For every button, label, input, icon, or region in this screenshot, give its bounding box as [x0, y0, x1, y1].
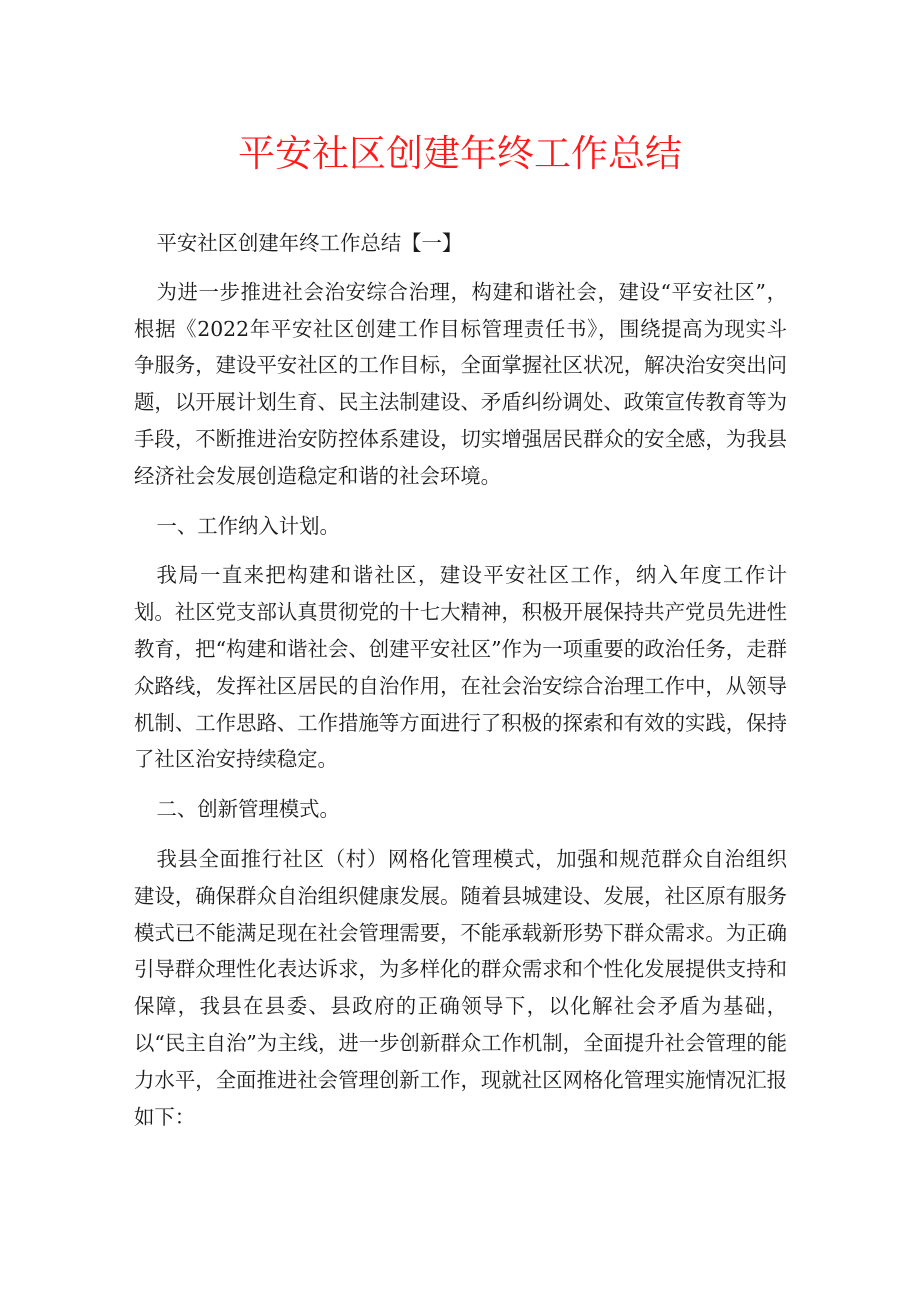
section-heading-1: 一、工作纳入计划。 — [156, 513, 340, 538]
section-2-paragraph: 我县全面推行社区（村）网格化管理模式，加强和规范群众自治组织建设，确保群众自治组织健康发展。随着县城建设、发展，社区原有服务模式已不能满足现在社会管理需要，不能承载新形势下群众需求。为正确引导群众理性化表达诉求，为多样化的群众需求和个性化发展提供支持和保障，我县在县委、县政府的正确领导下，以化解社会矛盾为基础，以“民主自治”为主线，进一步创新群众工作机制，全面提升社会管理的能力水平，全面推进社会管理创新工作，现就社区网格化管理实施情况汇报如下： — [134, 846, 787, 1129]
intro-paragraph: 为进一步推进社会治安综合治理，构建和谐社会，建设“平安社区”，根据《2022年平安社区创建工作目标管理责任书》，围绕提高为现实斗争服务，建设平安社区的工作目标，全面掌握社区状况，解决治安突出问题，以开展计划生育、民主法制建设、矛盾纠纷调处、政策宣传教育等为手段，不断推进治安防控体系建设，切实增强居民群众的安全感，为我县经济社会发展创造稳定和谐的社会环境。 — [134, 279, 787, 488]
document-body — [134, 225, 787, 1148]
section-1-paragraph: 我局一直来把构建和谐社区，建设平安社区工作，纳入年度工作计划。社区党支部认真贯彻党的十七大精神，积极开展保持共产党员先进性教育，把“构建和谐社会、创建平安社区”作为一项重要的政治任务，走群众路线，发挥社区居民的自治作用，在社会治安综合治理工作中，从领导机制、工作思路、工作措施等方面进行了积极的探索和有效的实践，保持了社区治安持续稳定。 — [134, 563, 787, 772]
document-title: 平安社区创建年终工作总结 — [238, 132, 682, 175]
section-subtitle: 平安社区创建年终工作总结【一】 — [156, 231, 463, 255]
section-heading-2: 二、创新管理模式。 — [156, 797, 340, 822]
